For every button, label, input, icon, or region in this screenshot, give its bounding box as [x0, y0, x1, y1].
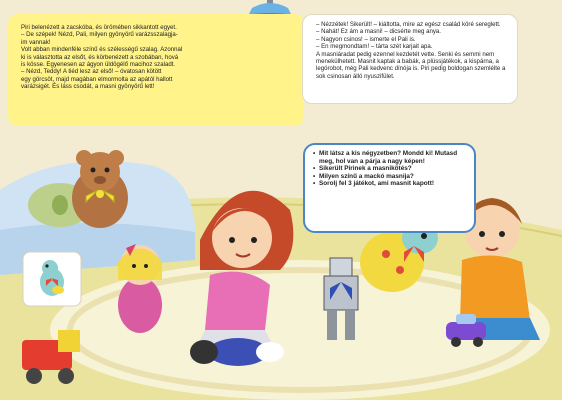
question-item: • Sorolj fel 3 játékot, ami masnit kapott!	[313, 180, 466, 188]
story-left-line: – Nézd, Teddy! A tiéd lesz az első! – óvatosan kötött	[21, 68, 162, 76]
story-left-line: egy görcsöt, majd magában elmormolta az apától hallott	[21, 75, 173, 83]
question-item: • Mit látsz a kis négyzetben? Mondd ki! Mutasd meg, hol van a párja a nagy képen!	[313, 150, 466, 165]
story-left-line: is kösse. Egyenesen az ágyon üldögélő macihoz szaladt.	[21, 61, 176, 69]
lying-doll	[190, 338, 284, 366]
doll	[118, 244, 162, 333]
story-text-right	[302, 14, 518, 104]
story-left-line: varázsigét. És láss csodát, a masni gyönyörű lett!	[21, 83, 155, 91]
questions-box	[303, 143, 476, 233]
story-right-line: legórobot, még Pali kedvenc dínója is. Piri pedig boldogan szemlélte a	[316, 65, 506, 73]
teddy-bear	[72, 150, 128, 228]
question-item: • Sikerült Pirinek a masnikötés?	[313, 165, 466, 173]
story-left-line: Piri belenézett a zacskóba, és örömében sikkantott egyet.	[21, 24, 177, 31]
question-item: • Milyen színű a mackó masnija?	[313, 173, 466, 181]
story-right-line: – Nagyon csinos! – ismerte el Pali is.	[316, 35, 416, 43]
story-right-line: – Nahát! Ez ám a masni! – dicsérte meg anya.	[316, 28, 441, 36]
story-left-line: im vannak!	[21, 38, 51, 46]
story-right-line: – Nézzétek! Sikerült! – kiáltotta, mire az egész család köré sereglett.	[316, 21, 501, 28]
story-right-line: sok csinosan álló nyuszifület.	[316, 72, 395, 80]
story-right-line: A masniáradat pedig ezennel kezdetét vette. Senki és semmi nem	[316, 50, 495, 58]
story-text-left	[8, 14, 304, 126]
story-left-line: Volt abban mindenféle színű és szélességű szalag. Azonnal	[21, 46, 183, 54]
story-right-line: menekülhetett. Masnit kaptak a babák, a plüssjátékok, a kispárna, a	[316, 58, 499, 66]
story-left-line: – De szépek! Nézd, Pali, milyen gyönyörű varázsszalagja-	[21, 31, 178, 39]
story-right-line: – En megmondtam! – tárta szét karjait apa.	[316, 43, 433, 51]
questions-list	[313, 150, 466, 188]
story-left-line: ki is választotta az elsőt, és körbenézett a szobában, hová	[21, 53, 179, 61]
